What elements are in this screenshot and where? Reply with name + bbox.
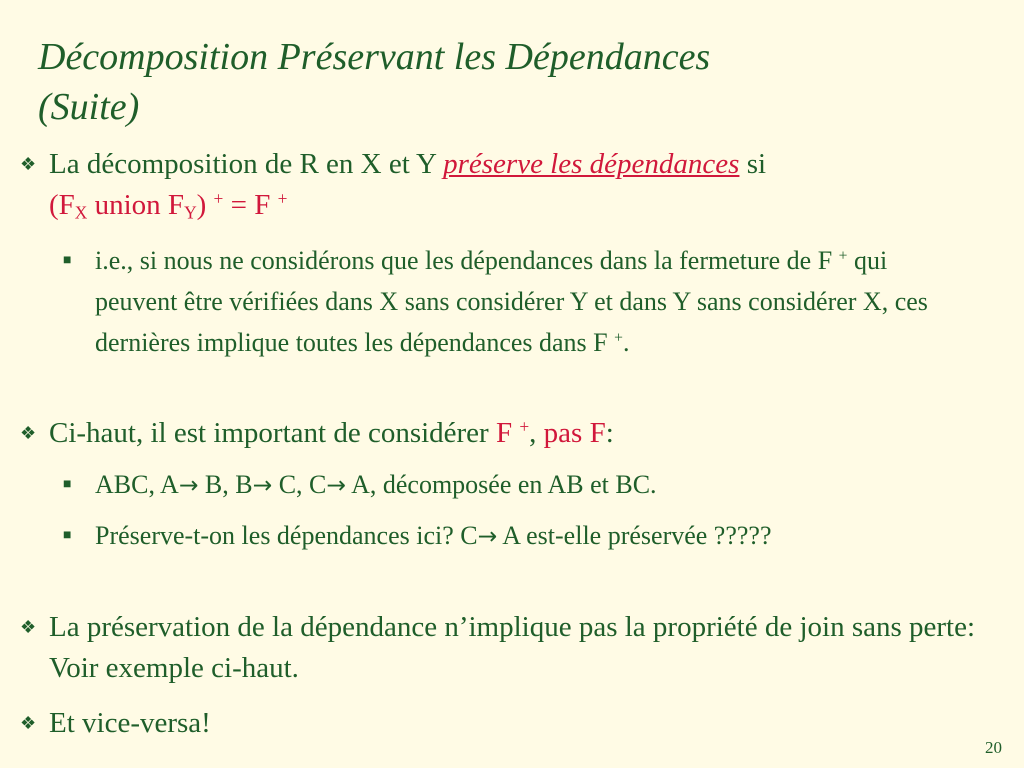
- sub-bullet-abc: ■ ABC, A→ B, B→ C, C→ A, décomposée en AB et BC.: [63, 464, 963, 506]
- right-arrow-icon: →: [252, 471, 273, 499]
- slide-title: [38, 32, 998, 132]
- bullet-text: si: [739, 148, 767, 180]
- sub-bullet-preserve: ■ Préserve-t-on les dépendances ici? C→ A est-elle préservée ?????: [63, 515, 963, 557]
- four-diamond-bullet-icon: ❖: [20, 154, 37, 174]
- title-line-2: (Suite): [38, 86, 140, 128]
- bullet-preservation: ❖ La préservation de la dépendance n’implique pas la propriété de join sans perte: Voir exemple ci-haut.: [20, 607, 1010, 689]
- four-diamond-bullet-icon: ❖: [20, 617, 37, 637]
- bullet-decomposition: [20, 144, 1010, 226]
- bullet-text: La décomposition de R en X et Y: [49, 148, 444, 180]
- small-square-bullet-icon: ■: [63, 253, 72, 268]
- small-square-bullet-icon: ■: [63, 528, 72, 543]
- title-line-1: Décomposition Préservant les Dépendances: [38, 36, 711, 78]
- four-diamond-bullet-icon: ❖: [20, 423, 37, 443]
- bullet-vice-versa: ❖ Et vice-versa!: [20, 703, 1010, 744]
- pas-f: pas F: [543, 417, 606, 449]
- page-number: 20: [985, 738, 1002, 757]
- sub-bullet-ie: ■ i.e., si nous ne considérons que les dépendances dans la fermeture de F + qui peuvent être vérifiées dans X sans considérer Y et dans Y sans considérer X, ces dernières implique toutes les dépendances dans F +.: [63, 240, 963, 363]
- right-arrow-icon: →: [326, 471, 347, 499]
- right-arrow-icon: →: [178, 471, 199, 499]
- emphasis-text: préserve les dépendances: [443, 148, 740, 180]
- small-square-bullet-icon: ■: [63, 477, 72, 492]
- bullet-ci-haut: ❖ Ci-haut, il est important de considérer F +, pas F:: [20, 413, 1010, 454]
- formula: ($F_X$ union $F_Y$) + = F +: [49, 188, 288, 223]
- right-arrow-icon: →: [477, 522, 498, 550]
- four-diamond-bullet-icon: ❖: [20, 713, 37, 733]
- f-plus: F +: [495, 416, 530, 449]
